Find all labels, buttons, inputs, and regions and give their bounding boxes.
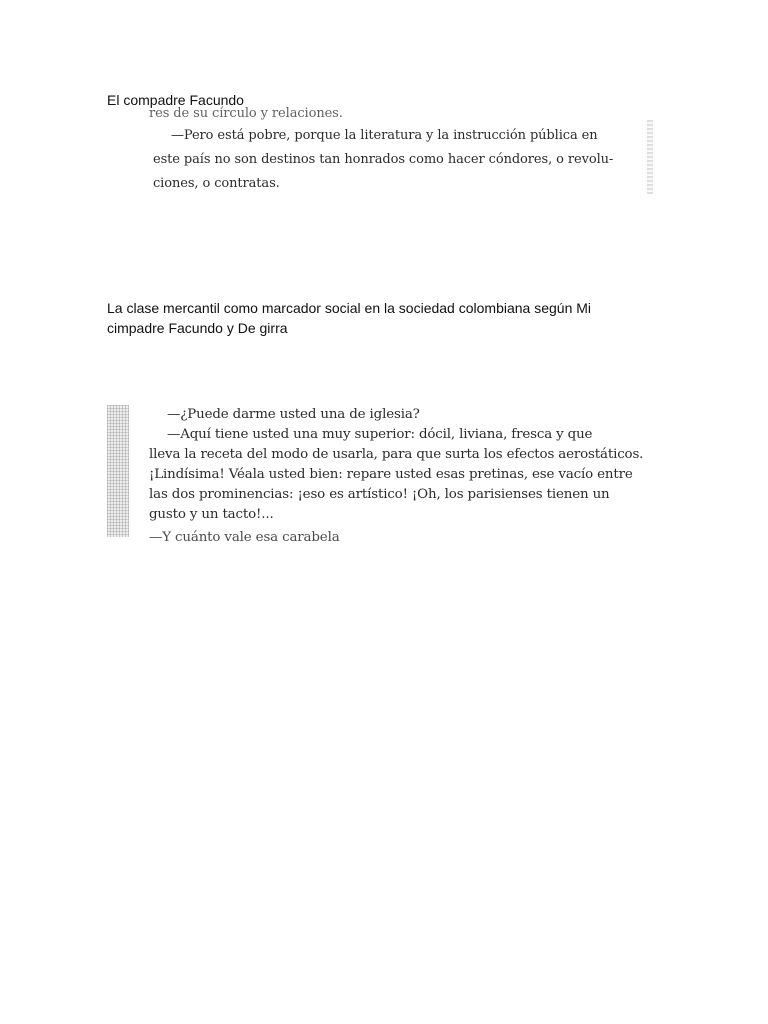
excerpt-1-cut-top-line: res de su círculo y relaciones.	[149, 106, 343, 121]
excerpt-2-line-4: ¡Lindísima! Véala usted bien: repare usted esas pretinas, ese vacío entre	[149, 467, 633, 482]
excerpt-2-line-3: lleva la receta del modo de usarla, para que surta los efectos aerostáticos.	[149, 447, 644, 462]
scan-page-edge	[647, 120, 653, 194]
excerpt-2-line-5: las dos prominencias: ¡eso es artístico! ¡Oh, los parisienses tienen un	[149, 487, 610, 502]
excerpt-2-cut-bottom-line: —Y cuánto vale esa carabela	[149, 530, 340, 545]
excerpt-1-line-1: —Pero está pobre, porque la literatura y la instrucción pública en	[171, 128, 598, 143]
document-heading-1: El compadre Facundo	[107, 92, 244, 108]
document-heading-2: La clase mercantil como marcador social en la sociedad colombiana según Mi cimpadre Facundo y De girra	[107, 300, 592, 336]
scan-page-edge	[107, 405, 129, 537]
excerpt-2-line-6: gusto y un tacto!...	[149, 507, 274, 522]
scanned-excerpt-2	[107, 405, 644, 545]
excerpt-2-line-2: —Aquí tiene usted una muy superior: dócil, liviana, fresca y que	[167, 427, 593, 442]
excerpt-1-line-2: este país no son destinos tan honrados como hacer cóndores, o revolu-	[153, 152, 614, 167]
excerpt-1-line-3: ciones, o contratas.	[153, 176, 280, 191]
excerpt-2-line-1: —¿Puede darme usted una de iglesia?	[167, 407, 420, 422]
scanned-excerpt-1	[147, 106, 653, 194]
